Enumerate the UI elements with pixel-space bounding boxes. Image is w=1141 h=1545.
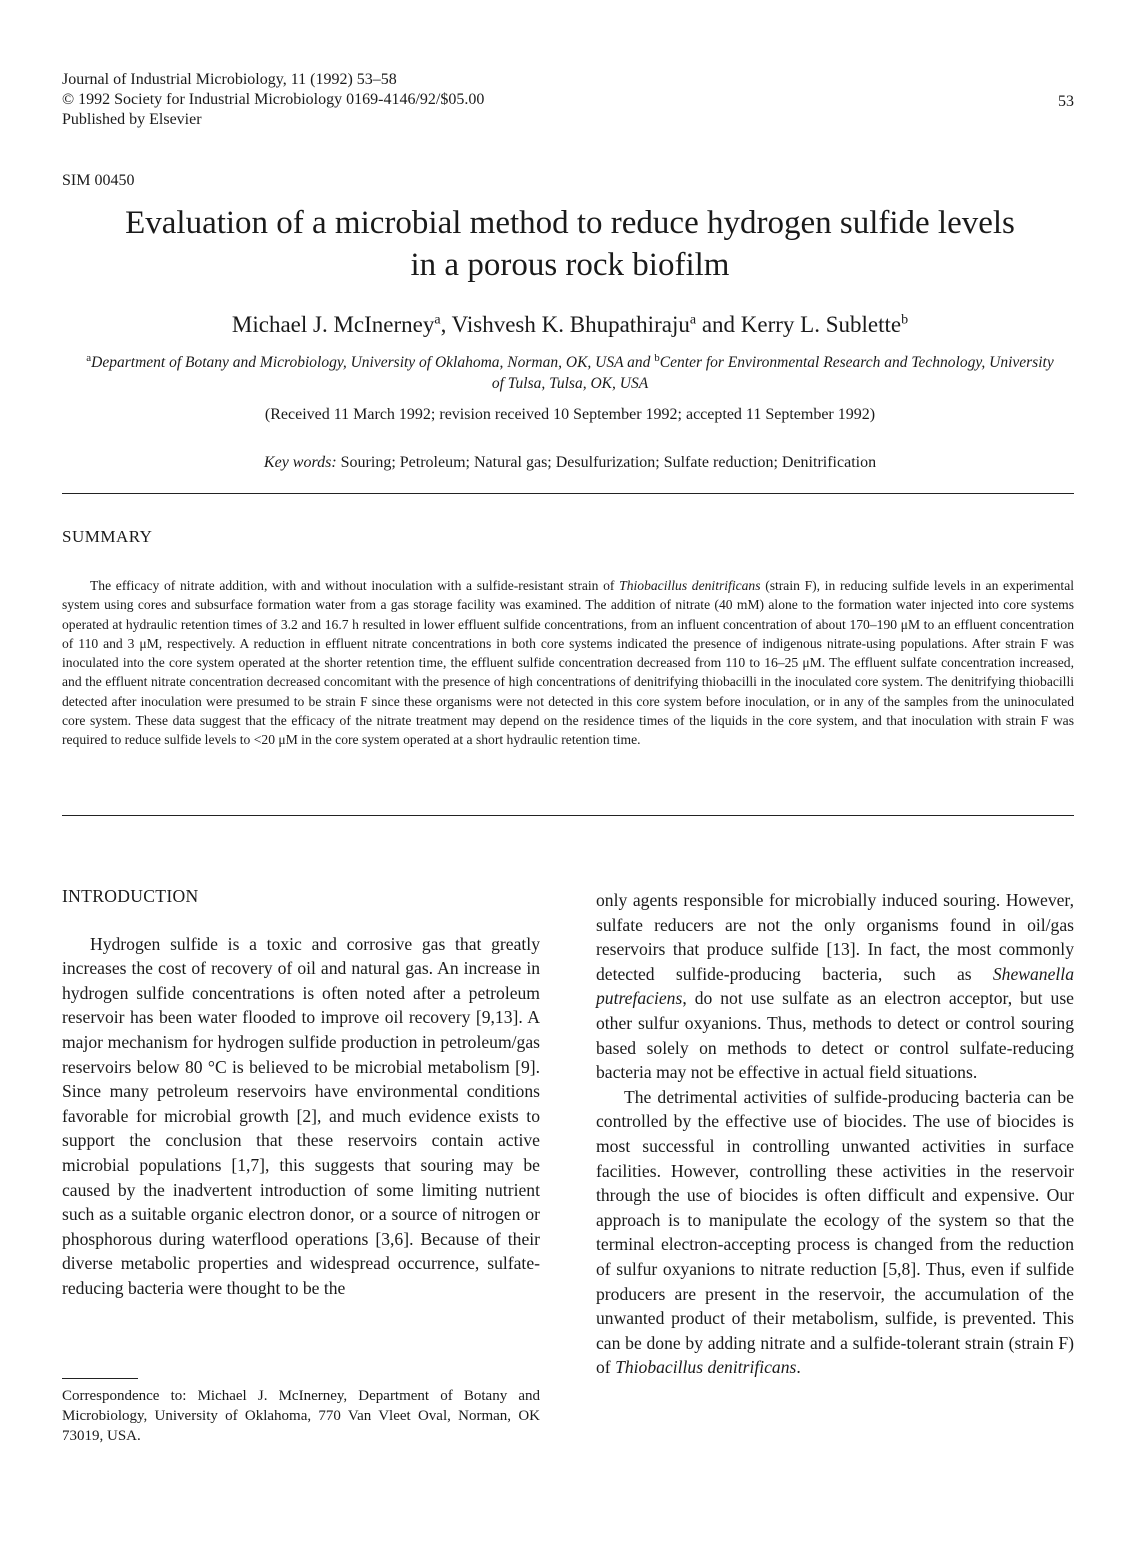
sim-identifier: SIM 00450 — [62, 172, 135, 189]
divider — [62, 815, 1074, 816]
journal-header — [62, 70, 1074, 130]
paragraph-text: , do not use sulfate as an electron acceptor, but use other sulfur oxyanions. Thus, methods to detect or control souring based solely on methods to detect or control sulfate-reducing bacteria may not be effective in actual field situations. — [596, 988, 1074, 1083]
paragraph — [596, 1085, 1074, 1380]
left-column — [62, 884, 540, 1301]
author-name: Vishvesh K. Bhupathiraju — [451, 312, 690, 337]
author-separator: and — [696, 312, 741, 337]
species-name: Shewanella putrefaciens — [596, 963, 1074, 1009]
affiliations — [80, 352, 1060, 394]
copyright-line: © 1992 Society for Industrial Microbiology 0169-4146/92/$05.00 — [62, 91, 485, 108]
author-name: Kerry L. Sublette — [740, 312, 902, 337]
keywords-text: Souring; Petroleum; Natural gas; Desulfurization; Sulfate reduction; Denitrification — [336, 454, 877, 471]
affiliation-text: Department of Botany and Microbiology, University of Oklahoma, Norman, OK, USA and — [91, 354, 655, 371]
paragraph — [596, 888, 1074, 1085]
keywords-label: Key words: — [263, 454, 337, 471]
affiliation-mark: a — [86, 351, 92, 364]
title-line-1: Evaluation of a microbial method to reduce hydrogen sulfide levels — [125, 205, 1015, 241]
keywords — [40, 454, 1100, 472]
journal-citation: Journal of Industrial Microbiology, 11 (1992) 53–58 — [62, 71, 397, 88]
divider — [62, 493, 1074, 494]
paragraph-text: The detrimental activities of sulfide-producing bacteria can be controlled by the effective use of biocides. The use of biocides is most successful in controlling unwanted activities in surface facilities. However, controlling these activities in the reservoir through the use of biocides is often difficult and expensive. Our approach is to manipulate the ecology of the system so that the terminal electron-accepting process is changed from the reduction of sulfur oxyanions to nitrate reduction [5,8]. Thus, even if sulfide producers are present in the reservoir, the accumulation of the unwanted product of their metabolism, sulfide, is prevented. This can be done by adding nitrate and a sulfide-tolerant strain (strain F) of — [596, 1086, 1074, 1378]
paragraph-text: . — [796, 1357, 801, 1378]
author-affiliation-mark: a — [689, 312, 697, 328]
title-line-2: in a porous rock biofilm — [410, 247, 730, 283]
summary-text — [62, 576, 1074, 750]
author-affiliation-mark: b — [901, 312, 909, 328]
introduction-heading: INTRODUCTION — [62, 886, 199, 906]
right-column — [596, 888, 1074, 1380]
species-name: Thiobacillus denitrificans — [619, 578, 761, 593]
footnote-divider — [62, 1378, 138, 1379]
author-name: Michael J. McInerney — [231, 312, 435, 337]
affiliation-text: Center for Environmental Research and Technology, University of Tulsa, Tulsa, OK, USA — [491, 354, 1054, 392]
summary-text-part: (strain F), in reducing sulfide levels in an experimental system using cores and subsurface formation water from a gas storage facility was examined. The addition of nitrate (40 mM) alone to the formation water injected into core systems operated at hydraulic retention times of 3.2 and 16.7 h resulted in lower effluent sulfide concentrations, from an influent concentration of about 170–190 μM to an effluent concentration of 110 and 3 μM, respectively. A reduction in effluent nitrate concentrations in both core systems indicated the presence of indigenous nitrate-using populations. After strain F was inoculated into the core system operated at the shorter retention time, the effluent sulfide concentration decreased from 110 to 16–25 μM. The effluent sulfate concentration increased, and the effluent nitrate concentration decreased concomitant with the presence of high concentrations of denitrifying thiobacilli in the inoculated core system. The denitrifying thiobacilli detected after inoculation were presumed to be strain F since these organisms were not detected in this core system before inoculation, or in any of the samples from the uninoculated core system. These data suggest that the efficacy of the nitrate treatment may depend on the residence times of the liquids in the core system, and that inoculation with strain F was required to reduce sulfide levels to <20 μM in the core system operated at a short hydraulic retention time. — [62, 578, 1075, 748]
summary-heading: SUMMARY — [62, 527, 153, 546]
received-dates: (Received 11 March 1992; revision received 10 September 1992; accepted 11 September 1992) — [264, 406, 876, 423]
affiliation-mark: b — [654, 351, 660, 364]
page-number: 53 — [1058, 93, 1074, 110]
species-name: Thiobacillus denitrificans — [615, 1357, 797, 1378]
paragraph: Hydrogen sulfide is a toxic and corrosive gas that greatly increases the cost of recovery of oil and natural gas. An increase in hydrogen sulfide concentrations is often noted after a petroleum reservoir has been water flooded to improve oil recovery [9,13]. A major mechanism for hydrogen sulfide production in petroleum/gas reservoirs below 80 °C is believed to be microbial metabolism [9]. Since many petroleum reservoirs have environmental conditions favorable for microbial growth [2], and much evidence exists to support the conclusion that these reservoirs contain active microbial populations [1,7], this suggests that souring may be caused by the inadvertent introduction of some limiting nutrient such as a suitable organic electron donor, or a source of nitrogen or phosphorous during waterflood operations [3,6]. Because of their diverse metabolic properties and widespread occurrence, sulfate-reducing bacteria were thought to be the — [62, 933, 540, 1298]
author-affiliation-mark: a — [434, 312, 441, 328]
publisher-line: Published by Elsevier — [62, 111, 202, 128]
summary-text-part: The efficacy of nitrate addition, with and without inoculation with a sulfide-resistant strain of — [90, 578, 620, 593]
author-list — [40, 310, 1100, 340]
paragraph-text: only agents responsible for microbially induced souring. However, sulfate reducers are not the only organisms found in oil/gas reservoirs that produce sulfide [13]. In fact, the most commonly detected sulfide-producing bacteria, such as — [596, 890, 1074, 984]
article-title — [40, 202, 1100, 286]
author-separator: , — [440, 312, 452, 337]
correspondence-footnote: Correspondence to: Michael J. McInerney, Department of Botany and Microbiology, University of Oklahoma, 770 Van Vleet Oval, Norman, OK 73019, USA. — [62, 1388, 540, 1444]
